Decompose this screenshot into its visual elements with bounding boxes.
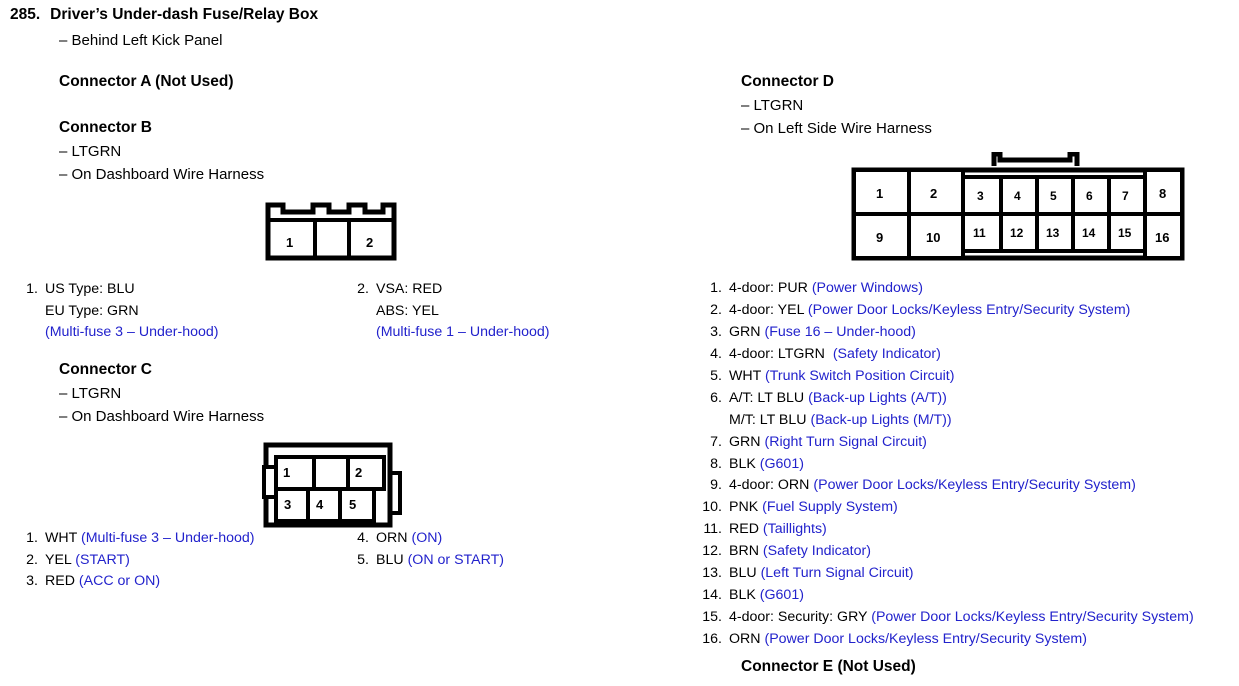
list-item-note: (ON or START) bbox=[407, 551, 504, 568]
list-item-note: (Taillights) bbox=[762, 521, 827, 538]
list-item-text bbox=[45, 550, 334, 572]
connector-b-pin-1: 1 bbox=[286, 235, 294, 250]
list-item-value: BRN bbox=[729, 543, 759, 560]
list-item-text bbox=[729, 322, 1238, 344]
connector-d-diagram bbox=[848, 152, 1188, 262]
connector-c-list-right bbox=[345, 528, 645, 571]
connector-d-list bbox=[698, 278, 1238, 651]
connector-d-pin-7: 7 bbox=[1122, 189, 1129, 203]
list-item-note: (Power Door Locks/Keyless Entry/Security System) bbox=[871, 609, 1194, 626]
table-row bbox=[698, 388, 1238, 410]
page-title bbox=[10, 6, 318, 24]
list-item-value: WHT bbox=[729, 367, 762, 384]
list-item-note: (Back-up Lights (A/T)) bbox=[808, 389, 947, 406]
list-item-index: 1. bbox=[26, 281, 38, 297]
list-item-text bbox=[729, 585, 1238, 607]
table-row bbox=[698, 344, 1238, 366]
list-item-text bbox=[45, 528, 334, 550]
list-item-index: 2. bbox=[357, 281, 369, 297]
list-item-value: 4-door: LTGRN bbox=[729, 345, 825, 362]
list-item-value: YEL bbox=[45, 551, 72, 568]
connector-d-pin-12: 12 bbox=[1010, 226, 1024, 240]
list-item-note: (ACC or ON) bbox=[78, 573, 161, 590]
list-item-note: (Multi-fuse 3 – Under-hood) bbox=[81, 530, 255, 546]
connector-b-list-right bbox=[345, 279, 645, 344]
list-item-note: (Fuse 16 – Under-hood) bbox=[764, 323, 916, 340]
list-item-value: 4-door: PUR bbox=[729, 280, 808, 296]
list-item bbox=[14, 528, 334, 550]
list-item-index: 3. bbox=[26, 573, 38, 590]
list-item-text bbox=[376, 550, 645, 572]
list-item-index: 3. bbox=[710, 323, 722, 340]
list-item-index: 16. bbox=[702, 631, 722, 647]
connector-d-pin-1: 1 bbox=[876, 186, 884, 201]
connector-c-pin-5: 5 bbox=[349, 497, 357, 512]
page-title-number: 285. bbox=[10, 6, 41, 23]
connector-d-line1: – LTGRN bbox=[741, 97, 804, 114]
list-item-note: (Multi-fuse 3 – Under-hood) bbox=[45, 324, 219, 341]
table-row bbox=[698, 585, 1238, 607]
list-item-value: 4-door: Security: GRY bbox=[729, 609, 868, 626]
connector-d-pin-16: 16 bbox=[1155, 230, 1170, 245]
list-item-text bbox=[729, 607, 1238, 629]
list-item-note: (G601) bbox=[759, 455, 804, 472]
list-item-note: (Fuel Supply System) bbox=[762, 499, 898, 516]
connector-d-line2: – On Left Side Wire Harness bbox=[741, 120, 932, 137]
table-row bbox=[698, 475, 1238, 497]
list-item bbox=[14, 550, 334, 572]
list-item-note: (Multi-fuse 1 – Under-hood) bbox=[376, 324, 550, 341]
connector-d-pin-10: 10 bbox=[926, 230, 941, 245]
list-item-value: WHT bbox=[45, 530, 78, 546]
list-item-value: ORN bbox=[376, 530, 408, 546]
list-item-text bbox=[45, 571, 334, 593]
list-item-note: (ON) bbox=[411, 530, 443, 546]
table-row bbox=[698, 300, 1238, 322]
connector-d-pin-13: 13 bbox=[1046, 226, 1060, 240]
list-item-value: BLK bbox=[729, 455, 756, 472]
table-row bbox=[698, 278, 1238, 300]
table-row bbox=[698, 322, 1238, 344]
connector-d-pin-6: 6 bbox=[1086, 189, 1093, 203]
connector-c-pin-3: 3 bbox=[284, 497, 292, 512]
table-row bbox=[698, 497, 1238, 519]
list-item-text bbox=[729, 541, 1238, 563]
list-item-note: (START) bbox=[75, 551, 130, 568]
list-item-index: 13. bbox=[702, 565, 722, 582]
list-item-note: (Left Turn Signal Circuit) bbox=[760, 565, 914, 582]
list-item-note: (Power Door Locks/Keyless Entry/Security System) bbox=[813, 477, 1136, 494]
list-item-index: 9. bbox=[710, 477, 722, 494]
list-item-note: (Safety Indicator) bbox=[832, 345, 941, 362]
list-item bbox=[345, 279, 645, 301]
connector-c-pin-2: 2 bbox=[355, 465, 363, 480]
connector-d-pin-9: 9 bbox=[876, 230, 884, 245]
connector-b-heading: Connector B bbox=[59, 119, 152, 136]
list-item-index: 15. bbox=[702, 609, 722, 626]
list-item-text bbox=[729, 563, 1238, 585]
list-item-index: 7. bbox=[710, 433, 722, 450]
list-item-text bbox=[729, 300, 1238, 322]
connector-c-diagram bbox=[258, 437, 408, 535]
connector-c-list-left bbox=[14, 528, 334, 593]
list-item bbox=[14, 571, 334, 593]
connector-b-line1: – LTGRN bbox=[59, 143, 122, 160]
list-item-value: GRN bbox=[729, 433, 761, 450]
list-item-extra: M/T: LT BLU bbox=[729, 411, 807, 428]
list-item-value: GRN bbox=[729, 323, 761, 340]
connector-d-pin-11: 11 bbox=[973, 226, 986, 240]
list-item bbox=[345, 528, 645, 550]
list-item-note: (Trunk Switch Position Circuit) bbox=[765, 367, 955, 384]
list-item-index: 5. bbox=[710, 367, 722, 384]
connector-d-pin-5: 5 bbox=[1050, 189, 1057, 203]
list-item-value: A/T: LT BLU bbox=[729, 389, 805, 406]
list-item-note: (G601) bbox=[759, 587, 804, 604]
list-item-index: 2. bbox=[26, 551, 38, 568]
list-item-index: 12. bbox=[702, 543, 722, 560]
list-item-value: BLK bbox=[729, 587, 756, 604]
list-item-extra-note: (Back-up Lights (M/T)) bbox=[810, 411, 952, 428]
list-item-text: VSA: RED bbox=[376, 281, 443, 297]
connector-c-heading: Connector C bbox=[59, 361, 152, 378]
list-item-value: RED bbox=[729, 521, 759, 538]
list-item-note: (Power Door Locks/Keyless Entry/Security System) bbox=[807, 301, 1131, 318]
list-item-note: (Power Door Locks/Keyless Entry/Security System) bbox=[764, 631, 1087, 647]
connector-d-heading: Connector D bbox=[741, 73, 834, 90]
connector-d-pin-4: 4 bbox=[1014, 189, 1021, 203]
table-row bbox=[698, 432, 1238, 454]
list-item-note: (Safety Indicator) bbox=[762, 543, 871, 560]
list-item-index: 14. bbox=[702, 587, 722, 604]
table-row bbox=[698, 519, 1238, 541]
connector-a-heading: Connector A (Not Used) bbox=[59, 73, 234, 90]
connector-c-line2: – On Dashboard Wire Harness bbox=[59, 408, 265, 425]
table-row bbox=[698, 563, 1238, 585]
table-row bbox=[698, 454, 1238, 476]
connector-b-list-left bbox=[14, 279, 314, 344]
list-item-index: 4. bbox=[357, 530, 369, 546]
list-item-index: 1. bbox=[26, 530, 38, 546]
connector-d-pin-15: 15 bbox=[1118, 226, 1132, 240]
list-item-value: 4-door: YEL bbox=[729, 301, 804, 318]
list-item-text bbox=[729, 629, 1238, 651]
page-subtitle: – Behind Left Kick Panel bbox=[59, 32, 223, 49]
list-item-text bbox=[729, 475, 1238, 497]
table-row bbox=[698, 366, 1238, 388]
list-item-note: (Power Windows) bbox=[811, 280, 923, 296]
list-item-value: RED bbox=[45, 573, 75, 590]
table-row bbox=[698, 629, 1238, 651]
list-item-text bbox=[729, 454, 1238, 476]
list-item-text: US Type: BLU bbox=[45, 281, 135, 297]
connector-d-pin-14: 14 bbox=[1082, 226, 1096, 240]
connector-c-pin-1: 1 bbox=[283, 465, 291, 480]
list-item-value: PNK bbox=[729, 499, 759, 516]
list-item-note: (Right Turn Signal Circuit) bbox=[764, 433, 927, 450]
list-item-index: 6. bbox=[710, 389, 722, 406]
connector-c-pin-4: 4 bbox=[316, 497, 324, 512]
list-item bbox=[345, 550, 645, 572]
list-item-text bbox=[729, 388, 1238, 410]
list-item-index: 2. bbox=[710, 301, 722, 318]
list-item-index: 11. bbox=[703, 521, 722, 538]
connector-c-line1: – LTGRN bbox=[59, 385, 122, 402]
list-item-index: 5. bbox=[357, 551, 369, 568]
list-item-index: 4. bbox=[710, 345, 722, 362]
table-row bbox=[698, 541, 1238, 563]
connector-b-line2: – On Dashboard Wire Harness bbox=[59, 166, 265, 183]
connector-b-pin-2: 2 bbox=[366, 235, 374, 250]
list-item-value: ORN bbox=[729, 631, 761, 647]
list-item-index: 8. bbox=[710, 455, 722, 472]
table-row bbox=[698, 607, 1238, 629]
list-item-text bbox=[376, 528, 645, 550]
connector-b-diagram bbox=[265, 200, 397, 262]
list-item-text bbox=[729, 432, 1238, 454]
list-item-index: 10. bbox=[702, 499, 722, 516]
list-item-text bbox=[729, 497, 1238, 519]
list-item-extra: ABS: YEL bbox=[376, 302, 439, 319]
list-item-value: BLU bbox=[376, 551, 404, 568]
list-item-index: 1. bbox=[710, 280, 722, 296]
list-item-text bbox=[729, 366, 1238, 388]
page-title-text: Driver’s Under-dash Fuse/Relay Box bbox=[50, 6, 319, 23]
connector-d-pin-2: 2 bbox=[930, 186, 938, 201]
connector-e-heading: Connector E (Not Used) bbox=[741, 658, 916, 675]
list-item-value: BLU bbox=[729, 565, 757, 582]
list-item-text bbox=[729, 278, 1238, 300]
list-item-text bbox=[729, 344, 1238, 366]
list-item-extra: EU Type: GRN bbox=[45, 302, 139, 319]
list-item bbox=[14, 279, 314, 301]
list-item-text bbox=[729, 519, 1238, 541]
list-item-value: 4-door: ORN bbox=[729, 477, 810, 494]
connector-d-pin-3: 3 bbox=[977, 189, 984, 203]
list-item-extra-row bbox=[729, 410, 1238, 432]
connector-d-pin-8: 8 bbox=[1159, 186, 1167, 201]
